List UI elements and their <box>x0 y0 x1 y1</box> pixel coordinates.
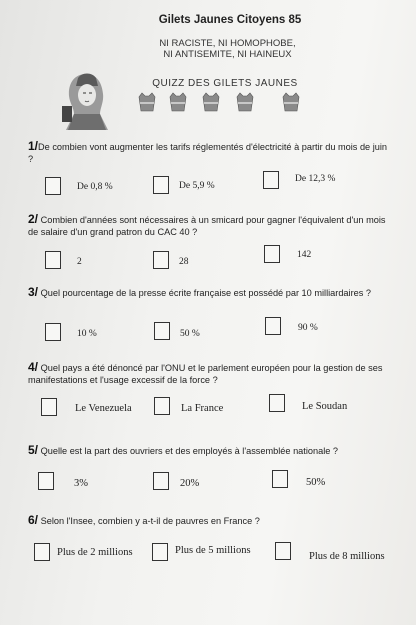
question-1 <box>28 140 393 165</box>
answer-label: La France <box>181 403 224 414</box>
slogan-line-2: NI ANTISEMITE, NI HAINEUX <box>163 49 292 60</box>
question-number: 3/ <box>28 285 39 299</box>
page-title: Gilets Jaunes Citoyens 85 <box>158 14 302 26</box>
answer-checkbox[interactable] <box>41 398 57 416</box>
vest-icon <box>138 92 156 112</box>
answer-checkbox[interactable] <box>45 323 61 341</box>
answer-label: De 0,8 % <box>77 182 113 192</box>
marianne-illustration <box>56 68 116 134</box>
answer-label: 142 <box>297 250 312 260</box>
answer-checkbox[interactable] <box>153 472 169 490</box>
question-text: Selon l'Insee, combien y a-t-il de pauvres en France ? <box>40 516 260 526</box>
answer-label: 10 % <box>77 329 97 339</box>
answer-label: Plus de 8 millions <box>309 551 385 562</box>
slogan <box>125 38 330 60</box>
answer-label: Plus de 2 millions <box>57 547 133 558</box>
question-2 <box>28 213 393 238</box>
vest-icon <box>236 92 254 112</box>
answer-checkbox[interactable] <box>45 177 61 195</box>
question-number: 5/ <box>28 443 39 457</box>
answer-label: De 12,3 % <box>295 174 336 184</box>
question-text: Combien d'années sont nécessaires à un smicard pour gagner l'équivalent d'un mois de salaire d'un grand patron du CAC 40 ? <box>28 215 386 237</box>
vest-row <box>138 92 308 114</box>
question-number: 1/ <box>28 139 39 153</box>
quiz-title: QUIZZ DES GILETS JAUNES <box>152 78 298 89</box>
question-text: Quelle est la part des ouvriers et des employés à l'assemblée nationale ? <box>40 446 339 456</box>
answer-checkbox[interactable] <box>275 542 291 560</box>
answer-label: Le Soudan <box>302 401 348 412</box>
question-text: De combien vont augmenter les tarifs réglementés d'électricité à partir du mois de juin ? <box>28 142 388 164</box>
question-text: Quel pourcentage de la presse écrite française est possédé par 10 milliardaires ? <box>40 288 372 298</box>
answer-checkbox[interactable] <box>152 543 168 561</box>
answer-label: De 5,9 % <box>179 181 215 191</box>
answer-checkbox[interactable] <box>153 176 169 194</box>
answer-label: 50 % <box>180 329 200 339</box>
answer-checkbox[interactable] <box>45 251 61 269</box>
answer-checkbox[interactable] <box>153 251 169 269</box>
question-text: Quel pays a été dénoncé par l'ONU et le parlement européen pour la gestion de ses manifestations et l'usage excessif de la force ? <box>28 363 383 385</box>
answer-label: 3% <box>74 478 88 489</box>
vest-icon <box>169 92 187 112</box>
answer-checkbox[interactable] <box>34 543 50 561</box>
question-number: 6/ <box>28 513 39 527</box>
answer-label: 2 <box>77 257 82 267</box>
answer-checkbox[interactable] <box>263 171 279 189</box>
answer-label: Plus de 5 millions <box>175 545 251 556</box>
answer-checkbox[interactable] <box>154 397 170 415</box>
answer-label: Le Venezuela <box>75 403 132 414</box>
question-6 <box>28 514 393 527</box>
answer-checkbox[interactable] <box>265 317 281 335</box>
answer-label: 20% <box>180 478 200 489</box>
answer-checkbox[interactable] <box>38 472 54 490</box>
answer-checkbox[interactable] <box>272 470 288 488</box>
question-5 <box>28 444 393 457</box>
answer-label: 50% <box>306 477 326 488</box>
answer-checkbox[interactable] <box>269 394 285 412</box>
answer-label: 28 <box>179 257 189 267</box>
answer-checkbox[interactable] <box>264 245 280 263</box>
slogan-line-1: NI RACISTE, NI HOMOPHOBE, <box>159 38 296 49</box>
question-3 <box>28 286 393 299</box>
question-number: 4/ <box>28 360 39 374</box>
answer-label: 90 % <box>298 323 318 333</box>
answer-checkbox[interactable] <box>154 322 170 340</box>
vest-icon <box>202 92 220 112</box>
vest-icon <box>282 92 300 112</box>
question-4 <box>28 361 393 386</box>
question-number: 2/ <box>28 212 39 226</box>
